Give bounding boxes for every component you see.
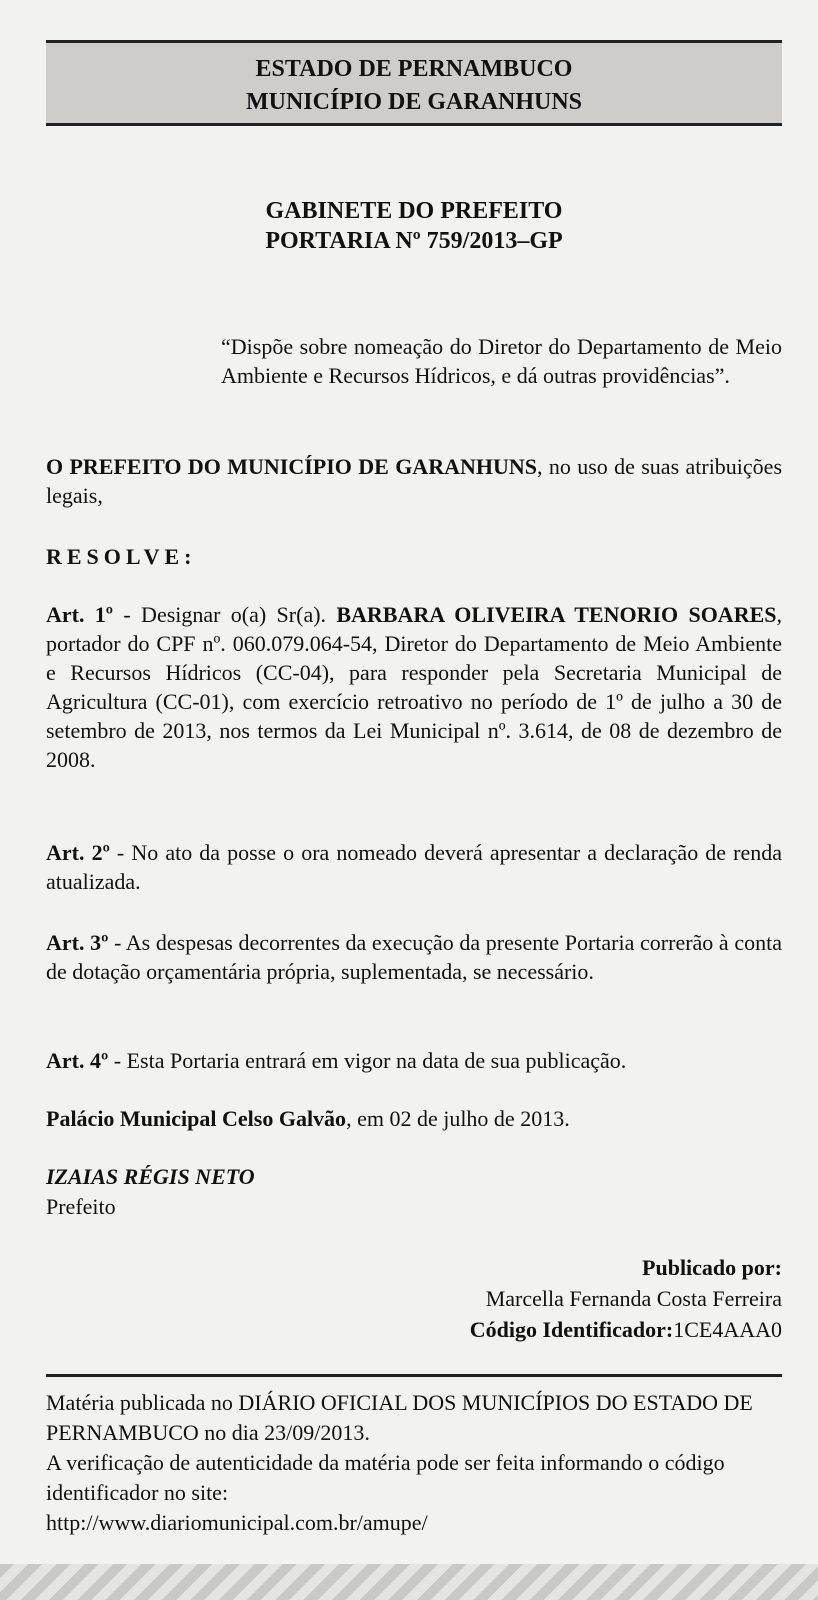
- resolve-text: RESOLVE:: [46, 544, 197, 569]
- date-text: , em 02 de julho de 2013.: [346, 1106, 570, 1131]
- preamble: [46, 452, 782, 510]
- resolve-heading: [46, 542, 782, 571]
- signer-role: Prefeito: [46, 1194, 116, 1219]
- article-2-text: - No ato da posse o ora nomeado deverá apresentar a declaração de renda atualizada.: [46, 840, 782, 894]
- title-ordinance-number: PORTARIA Nº 759/2013–GP: [265, 228, 563, 254]
- identifier-code-label: Código Identificador:: [469, 1317, 674, 1342]
- article-2: [46, 838, 782, 896]
- footer-divider: [46, 1374, 782, 1377]
- article-3-text: - As despesas decorrentes da execução da presente Portaria correrão à conta de dotação orçamentária própria, suplementada, se necessário.: [46, 930, 782, 984]
- place-date: [46, 1104, 782, 1133]
- article-3-label: Art. 3º: [46, 930, 109, 955]
- identifier-code: 1CE4AAA0: [673, 1317, 782, 1342]
- signature-block: [46, 1162, 255, 1222]
- article-1-text-pre: - Designar o(a) Sr(a).: [113, 602, 337, 627]
- article-4-text: - Esta Portaria entrará em vigor na data de sua publicação.: [108, 1048, 627, 1073]
- footer-publication-note: Matéria publicada no DIÁRIO OFICIAL DOS MUNICÍPIOS DO ESTADO DE PERNAMBUCO no dia 23/09/2013.: [46, 1390, 753, 1445]
- footer-note: [46, 1388, 782, 1538]
- header-state: ESTADO DE PERNAMBUCO: [255, 56, 573, 82]
- article-2-label: Art. 2º: [46, 840, 110, 865]
- decorative-stripe: [0, 1564, 818, 1600]
- footer-verification-note: A verificação de autenticidade da matéria pode ser feita informando o código identificador no site:: [46, 1450, 725, 1505]
- header-municipality: MUNICÍPIO DE GARANHUNS: [245, 89, 582, 115]
- article-1-label: Art. 1º: [46, 602, 114, 627]
- article-4: [46, 1046, 782, 1075]
- document-header: [46, 40, 782, 126]
- place-name: Palácio Municipal Celso Galvão: [46, 1106, 347, 1131]
- article-3: [46, 928, 782, 986]
- ementa: “Dispõe sobre nomeação do Diretor do Departamento de Meio Ambiente e Recursos Hídricos, e dá outras providências”.: [221, 334, 782, 388]
- publication-info: [282, 1252, 782, 1345]
- document-title: [46, 196, 782, 256]
- signer-name: IZAIAS RÉGIS NETO: [46, 1164, 255, 1189]
- preamble-authority: O PREFEITO DO MUNICÍPIO DE GARANHUNS: [46, 454, 537, 479]
- article-1-text-post: , portador do CPF nº. 060.079.064-54, Diretor do Departamento de Meio Ambiente e Recursos Hídricos (CC-04), para responder pela Secretaria Municipal de Agricultura (CC-01), com exercício retroativo no período de 1º de julho a 30 de setembro de 2013, nos termos da Lei Municipal nº. 3.614, de 08 de dezembro de 2008.: [46, 602, 782, 772]
- article-1-designee: BARBARA OLIVEIRA TENORIO SOARES: [336, 602, 777, 627]
- footer-url-link[interactable]: http://www.diariomunicipal.com.br/amupe/: [46, 1510, 428, 1535]
- article-4-label: Art. 4º: [46, 1048, 109, 1073]
- publisher-name: Marcella Fernanda Costa Ferreira: [485, 1286, 782, 1311]
- published-by-label: Publicado por:: [642, 1255, 782, 1280]
- title-office: GABINETE DO PREFEITO: [265, 198, 563, 224]
- article-1: [46, 600, 782, 774]
- preamble-text: , no uso de suas atribuições legais,: [46, 454, 783, 508]
